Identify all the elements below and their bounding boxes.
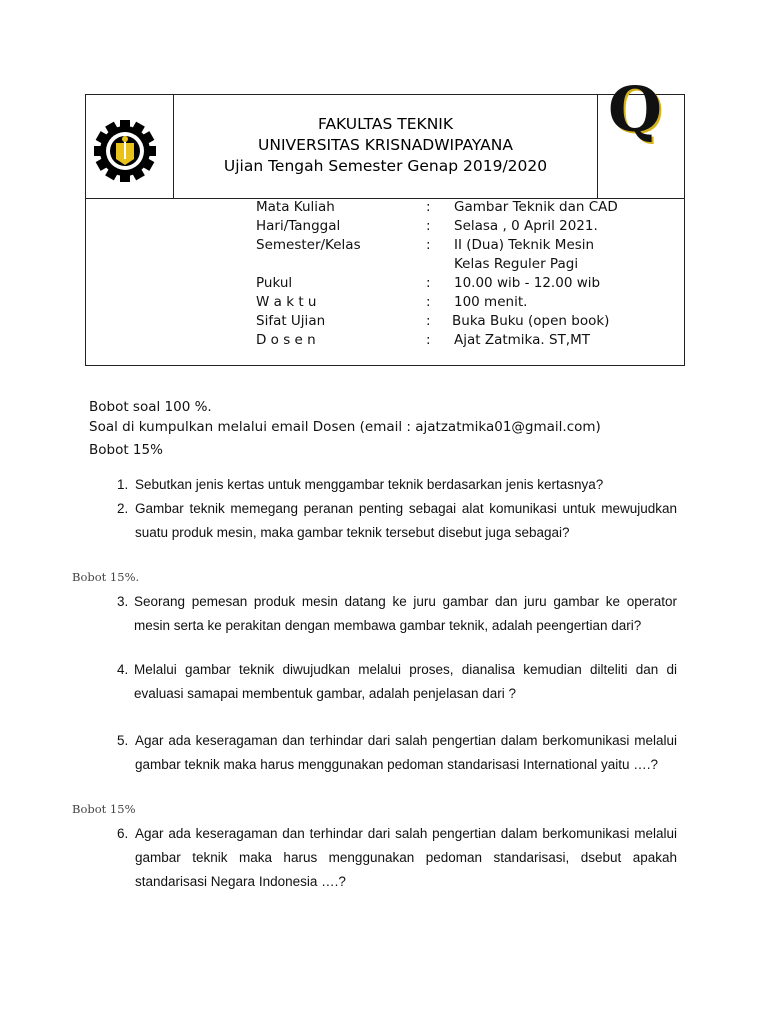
info-label: Sifat Ujian <box>256 313 326 329</box>
intro-bobot: Bobot 15% <box>89 442 163 458</box>
info-value: Buka Buku (open book) <box>452 313 610 329</box>
info-label: Semester/Kelas <box>256 237 361 253</box>
question-item <box>117 590 677 638</box>
q-logo: Q <box>608 73 663 146</box>
question-text: Gambar teknik memegang peranan penting sebagai alat komunikasi untuk mewujudkan suatu produk mesin, maka gambar teknik tersebut disebut juga sebagai? <box>135 501 677 540</box>
info-colon: : <box>426 313 431 329</box>
info-label: W a k t u <box>256 294 317 310</box>
question-number: 5. <box>117 733 129 748</box>
info-colon: : <box>426 332 431 348</box>
exam-title: Ujian Tengah Semester Genap 2019/2020 <box>223 157 548 175</box>
logo-cell <box>86 95 174 198</box>
question-number: 2. <box>117 501 129 516</box>
question-text: Melalui gambar teknik diwujudkan melalui proses, dianalisa kemudian dilteliti dan di evaluasi samapai membentuk gambar, adalah penjelasan dari ? <box>134 662 677 701</box>
question-text: Sebutkan jenis kertas untuk menggambar teknik berdasarkan jenis kertasnya? <box>135 477 604 492</box>
info-label: Pukul <box>256 275 293 291</box>
university-title: UNIVERSITAS KRISNADWIPAYANA <box>258 136 513 154</box>
info-colon: : <box>426 294 431 310</box>
info-value: Kelas Reguler Pagi <box>454 256 579 272</box>
intro-weight: Bobot soal 100 %. <box>89 399 212 415</box>
section-bobot: Bobot 15% <box>72 802 136 816</box>
info-value: Gambar Teknik dan CAD <box>454 199 618 215</box>
title-cell <box>174 95 598 198</box>
exam-header-box <box>85 73 685 366</box>
question-number: 6. <box>117 826 129 841</box>
question-number: 4. <box>117 662 129 677</box>
question-number: 3. <box>117 594 129 609</box>
info-value: Selasa , 0 April 2021. <box>454 218 598 234</box>
info-value: 10.00 wib - 12.00 wib <box>454 275 601 291</box>
question-text: Seorang pemesan produk mesin datang ke juru gambar dan juru gambar ke operator mesin serta ke perakitan dengan membawa gambar teknik, adalah peengertian dari? <box>134 594 677 633</box>
faculty-title: FAKULTAS TEKNIK <box>317 115 454 133</box>
intro-submission: Soal di kumpulkan melalui email Dosen (email : ajatzatmika01@gmail.com) <box>89 419 601 435</box>
question-item <box>117 729 677 777</box>
info-value: II (Dua) Teknik Mesin <box>454 237 595 253</box>
question-text: Agar ada keseragaman dan terhindar dari salah pengertian dalam berkomunikasi melalui gambar teknik maka harus menggunakan pedoman standarisasi, dsebut apakah standarisasi Negara Indonesia ….? <box>135 826 677 889</box>
q-cell <box>598 73 684 198</box>
info-value: 100 menit. <box>454 294 528 310</box>
question-item <box>117 658 677 706</box>
university-logo-icon <box>93 119 157 183</box>
info-colon: : <box>426 199 431 215</box>
info-colon: : <box>426 237 431 253</box>
question-item <box>117 822 677 894</box>
info-colon: : <box>426 218 431 234</box>
info-label: Hari/Tanggal <box>256 218 341 234</box>
question-item <box>117 473 677 497</box>
info-label: D o s e n <box>256 332 316 348</box>
question-text: Agar ada keseragaman dan terhindar dari salah pengertian dalam berkomunikasi melalui gambar teknik maka harus menggunakan pedoman standarisasi International yaitu ….? <box>135 733 677 772</box>
section-bobot: Bobot 15%. <box>72 570 140 584</box>
question-number: 1. <box>117 477 129 492</box>
info-label: Mata Kuliah <box>256 199 335 215</box>
info-value: Ajat Zatmika. ST,MT <box>454 332 590 348</box>
info-colon: : <box>426 275 431 291</box>
question-item <box>117 497 677 545</box>
